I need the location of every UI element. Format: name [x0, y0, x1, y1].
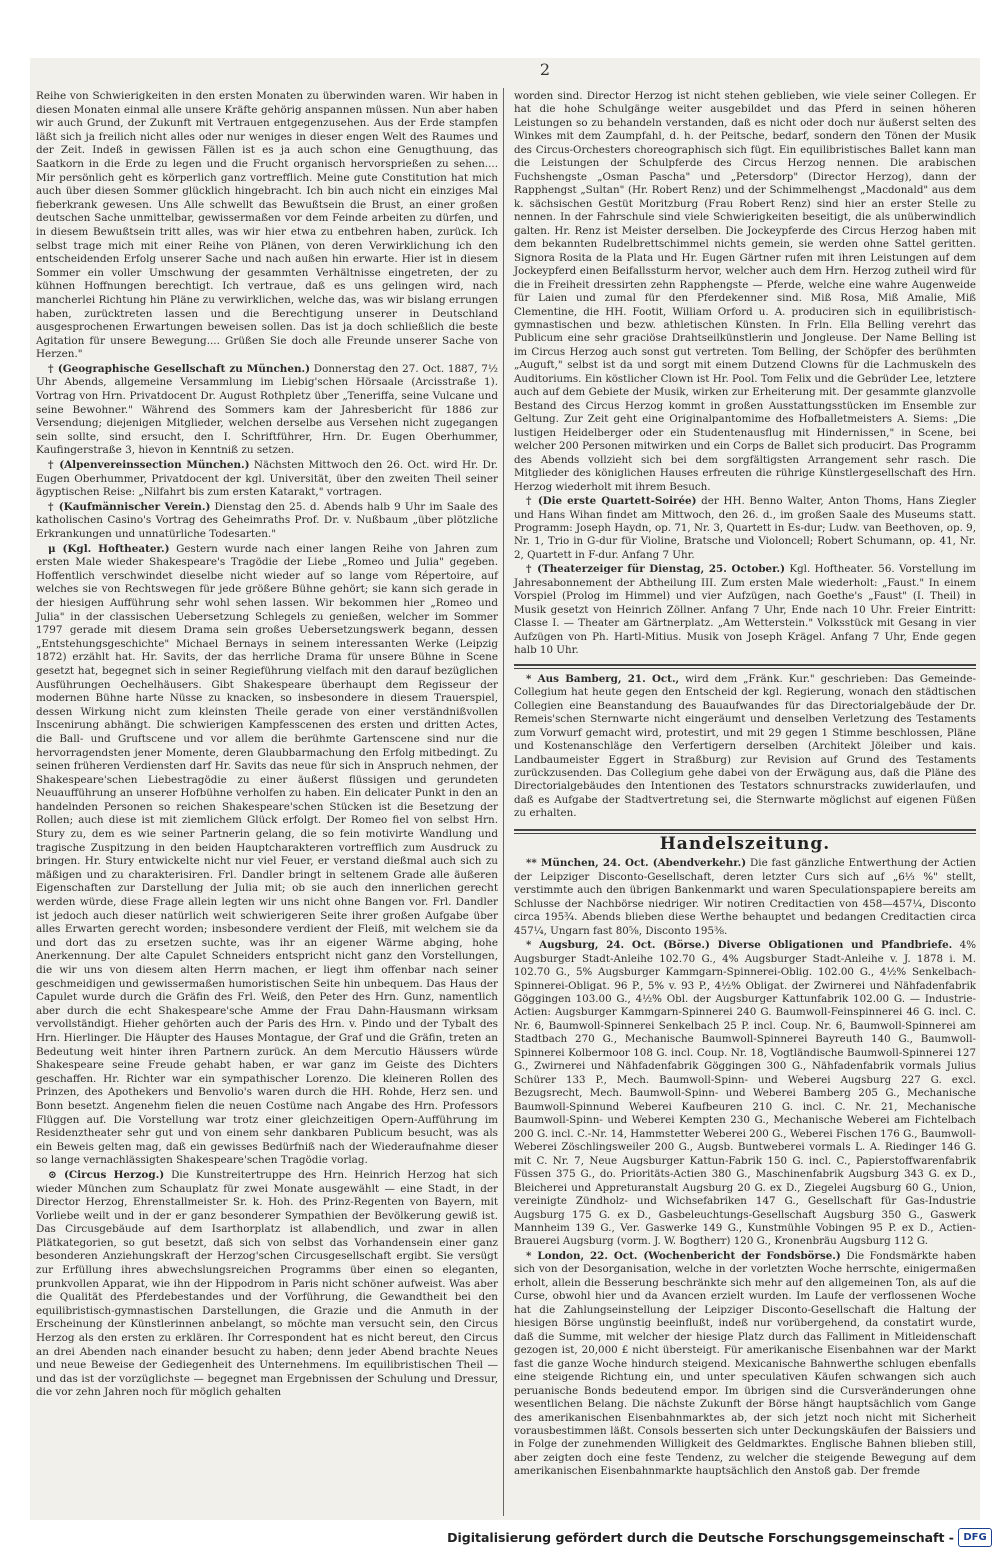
- article-paragraph: [514, 495, 976, 562]
- article-paragraph-lead: μ (Kgl. Hoftheater.): [48, 542, 170, 555]
- article-paragraph-lead: ⊙ (Circus Herzog.): [48, 1168, 165, 1181]
- article-paragraph-text: Donnerstag den 27. Oct. 1887, 7½ Uhr Abends, allgemeine Versammlung im Liebig'schen Hörsaale (Arcisstraße 1). Vortrag von Hrn. Privatdocent Dr. August Rothpletz über „Teneriffa, seine Vulcane und seine Bewohner." Während des Sommers kam der Jahresbericht für 1886 zur Versendung; diejenigen Mitglieder, welchen derselbe aus Versehen nicht zugegangen sein sollte, sind ersucht, den I. Schriftführer, Hrn. Dr. Eugen Oberhummer, Kaufingerstraße 3, hievon in Kenntniß zu setzen.: [36, 362, 498, 457]
- article-paragraph: [36, 1169, 498, 1400]
- article-paragraph: [36, 543, 498, 1168]
- right-column: [514, 90, 976, 1480]
- article-paragraph: [36, 459, 498, 500]
- article-paragraph-text: Gestern wurde nach einer langen Reihe von Jahren zum ersten Male wieder Shakespeare's Tragödie der Liebe „Romeo und Julia" gegeben. Hoffentlich verschwindet dieselbe nicht wieder auf so lange vom Répertoire, auf welches sie von Rechtswegen für jede größere Bühne gehört; sie kann sich gerade in der hiesigen Aufführung sehr wohl sehen lassen. Wir bekommen hier „Romeo und Julia" in der classischen Uebersetzung Schlegels zu genießen, welcher im Sommer 1797 gerade mit diesem Drama sein großes Uebersetzungswerk begann, dessen „Entstehungsgeschichte" Michael Bernays in seinem interessanten Werke (Leipzig 1872) erzählt hat. Hr. Savits, der das herrliche Drama für unsere Bühne in Scene gesetzt hat, begegnet sich in seiner Regieführung vielfach mit den darauf bezüglichen Ausführungen Oechelhäusers. Gibt Shakespeare überhaupt dem Regisseur der modernen Bühne harte Nüsse zu knacken, so insbesondere in diesem Trauerspiel, dessen Wirkung nicht zum kleinsten Theile gerade von einer verständnißvollen Inscenirung abhängt. Die schwierigen Kampfesscenen des ersten und dritten Actes, die Ball- und Gruftscene und vor allem die berühmte Gartenscene sind nur die hervorragendsten jener Momente, deren Glaubbarmachung den Erfolg mitbedingt. Zu seinen früheren Verdiensten darf Hr. Savits das neue für sich in Anspruch nehmen, der Shakespeare'schen Liebestragödie zu einer äußerst flüssigen und gerundeten Neuaufführung an unserer Hofbühne verholfen zu haben. Ein delicater Punkt in den an handelnden Personen so reichen Shakespeare'schen Stücken ist die Besetzung der Rollen; auch diese ist mit ziemlichem Glück erfolgt. Der Romeo fiel von selbst Hrn. Stury zu, dem es wie seiner Partnerin gelang, die so fein motivirte Wandlung und tragische Zuspitzung in den beiden Hauptcharakteren vortrefflich zum Ausdruck zu bringen. Hr. Stury entwickelte nicht nur viel Feuer, er verstand dießmal auch sich zu mäßigen und zu charakterisiren. Frl. Dandler bringt in seltenem Grade alle äußeren Eigenschaften zur Darstellung der Julia mit; ob sie auch den innerlichen gerecht werden würde, diese Frage allein legten wir uns nicht ohne Bangen vor. Frl. Dandler ist jedoch auch dieser natürlich weit schwierigeren Seite ihrer großen Aufgabe über alles Erwarten gerecht worden; insbesondere verdient der Fleiß, mit welchem sie da und dort das zu ersetzen suchte, was ihr an eigener Wärme abging, hohe Anerkennung. Der alte Capulet Schneiders entspricht nicht ganz den Vorstellungen, die wir uns von diesem alten Herrn machen, er liegt ihm offenbar nach seiner geschmeidigen und gewissermaßen humoristischen Seite hin unbequem. Das Haus der Capulet wurde durch die Gräfin des Frl. Weiß, den Peter des Hrn. Gunz, namentlich aber durch die echt Shakespeare'sche Amme der Frau Dahn-Hausmann wirksam vervollständigt. Hieher gehörten auch der Paris des Hrn. v. Pindo und der Tybalt des Hrn. Hierlinger. Die Häupter des Hauses Montague, der Graf und die Gräfin, treten an Bedeutung weit hinter ihren Partnern zurück. An dem Mercutio Häussers würde Shakespeare seine Freude gehabt haben, er war ganz im Geiste des Dichters geschaffen. Hr. Richter war ein sympathischer Lorenzo. Die kleineren Rollen des Prinzen, des Apothekers und Benvolio's waren durch die HH. Rohde, Herz sen. und Bonn besetzt. Angenehm fielen die neuen Costüme nach Angabe des Hrn. Professors Flüggen auf. Die Vorstellung war trotz einer gleichzeitigen Opern-Aufführung im Residenztheater sehr gut und von einem sehr dankbaren Publicum besucht, was als ein Beweis gelten mag, daß ein gewisses Bedürfniß nach der Wiederaufnahme dieser so lange vernachlässigten Shakespeare'schen Tragödie vorlag.: [36, 542, 498, 1167]
- article-paragraph-text: Kgl. Hoftheater. 56. Vorstellung im Jahresabonnement der Abtheilung III. Zum ersten Male wiederholt: „Faust." In einem Vorspiel (Prolog im Himmel) und vier Aufzügen, nach Goethe's „Faust" (I. Theil) in Musik gesetzt von Heinrich Zöllner. Anfang 7 Uhr, Ende nach 10 Uhr. Freier Eintritt: Classe I. — Theater am Gärtnerplatz. „Am Wetterstein." Volksstück mit Gesang in vier Aufzügen von Ph. Hartl-Mitius. Musik von Joseph Krägel. Anfang 7 Uhr, Ende gegen halb 10 Uhr.: [514, 563, 976, 657]
- article-paragraph-lead: † (Theaterzeiger für Dienstag, 25. October.): [526, 563, 786, 576]
- dfg-logo: DFG: [958, 1528, 992, 1547]
- article-separator: [514, 664, 976, 669]
- article-paragraph-lead: † (Alpenvereinssection München.): [48, 459, 250, 472]
- market-report: [514, 857, 976, 938]
- article-paragraph: [36, 90, 498, 362]
- right-column-articles: [514, 90, 976, 658]
- bamberg-lead: * Aus Bamberg, 21. Oct.,: [526, 672, 680, 685]
- bamberg-article: [514, 673, 976, 821]
- market-report-text: Die Fondsmärkte haben sich von der Desorganisation, welche in der vorletzten Woche herrschte, einigermaßen erholt, allein die Besserung beschränkte sich mehr auf den allgemeinen Ton, als auf die Curse, obwohl hier und da Avancen erzielt wurden. Im Laufe der verflossenen Woche hat die Zahlungseinstellung der Leipziger Disconto-Gesellschaft die Haltung der hiesigen Börse ungünstig beeinflußt, indeß nur vorübergehend, da constatirt wurde, daß die Summe, mit welcher der hiesige Platz durch das Falliment in Mitleidenschaft gezogen ist, 20,000 £ nicht übersteigt. Für amerikanische Eisenbahnen war der Markt fast die ganze Woche hindurch steigend. Mexicanische Bahnwerthe schlugen ebenfalls eine steigende Richtung ein, und unter speculativen Käufen schwangen sich auch peruanische Bonds bedeutend empor. Im übrigen sind die Cursveränderungen ohne wesentlichen Belang. Die nächste Zukunft der Börse hängt hauptsächlich vom Gange des amerikanischen Eisenbahnmarktes ab, der sich jetzt noch nicht mit Sicherheit vorausbestimmen läßt. Consols besserten sich unter Deckungskäufen der Baissiers und in Folge der zunehmenden Willigkeit des Geldmarktes. Englische Bahnen blieben still, aber zeigten doch eine feste Tendenz, zu welcher die steigende Bewegung auf dem amerikanischen Eisenbahnmarkte hauptsächlich den Anstoß gab. Der fremde: [514, 1249, 976, 1478]
- market-report-text: 4% Augsburger Stadt-Anleihe 102.70 G., 4% Augsburger Stadt-Anleihe v. J. 1878 i. M. 102.70 G., 5% Augsburger Kammgarn-Spinnerei-Oblig. 102.00 G., 4½% Senkelbach-Spinnerei-Obligat. 96 P., 5% v. 93 P., 4½% Obligat. der Zwirnerei und Nähfadenfabrik Göggingen 103.00 G., 4½% Obl. der Augsburger Kattunfabrik 102.00 G. — Industrie-Actien: Augsburger Kammgarn-Spinnerei 240 G. Baumwoll-Feinspinnerei 46 G. incl. C. Nr. 6, Baumwoll-Spinnerei Senkelbach 25 P. incl. Coup. Nr. 6, Baumwoll-Spinnerei am Stadtbach 270 G., Mechanische Baumwoll-Spinnerei Bayreuth 140 G., Baumwoll-Spinnerei Kolbermoor 108 G. incl. Coup. Nr. 18, Vogtländische Baumwoll-Spinnerei 127 G., Zwirnerei und Nähfadenfabrik Göggingen 300 G., Nähfadenfabrik vormals Julius Schürer 133 P., Mech. Baumwoll-Spinn- und Weberei Augsburg 227 G. excl. Bezugsrecht, Mech. Baumwoll-Spinn- und Weberei Bamberg 205 G., Mechanische Baumwoll-Spinnund Weberei Kaufbeuren 210 G. incl. C. Nr. 21, Mechanische Baumwoll-Spinn- und Weberei Kempten 230 G., Mechanische Weberei am Fichtelbach 200 G. incl. C.-Nr. 14, Hammstetter Weberei 200 G., Weberei Fischen 176 G., Baumwoll-Weberei Zöschlingsweiler 200 G., Augsb. Buntweberei vormals L. A. Riedinger 146 G. mit C. Nr. 7, Neue Augsburger Kattun-Fabrik 150 G. incl. C., Papierstoffwarenfabrik Füssen 375 G., do. Prioritäts-Actien 380 G., Maschinenfabrik Augsburg 343 G. ex D., Bleicherei und Appreturanstalt Augsburg 20 G. ex D., Ziegelei Augsburg 60 G., Union, vereinigte Zündholz- und Wichsefabriken 147 G., Gesellschaft für Gas-Industrie Augsburg 175 G. ex D., Gasbeleuchtungs-Gesellschaft Augsburg 350 G., Gaswerk Mannheim 139 G., Ver. Gaswerke 149 G., Kunstmühle Vobingen 95 P. ex D., Actien-Brauerei Augsburg (vorm. J. W. Bogtherr) 120 G., Kronenbräu Augsburg 112 G.: [514, 939, 977, 1248]
- footer-text: Digitalisierung gefördert durch die Deutsche Forschungsgemeinschaft -: [447, 1530, 954, 1545]
- market-report-lead: ** München, 24. Oct. (Abendverkehr.): [526, 857, 747, 870]
- market-report: [514, 939, 976, 1249]
- market-report-text: Die fast gänzliche Entwerthung der Actien der Leipziger Disconto-Gesellschaft, deren letzter Curs sich auf „6⅓ %" stellt, verstimmte auch den übrigen Bankenmarkt und waren Speculationspapiere bereits am Schlusse der Nachbörse niedriger. Wir notiren Creditactien von 458—457¼, Disconto circa 195¾. Abends blieben diese Werthe behauptet und bedangen Creditactien circa 457¼, Ungarn fast 80⅝, Disconto 195⅜.: [514, 857, 976, 937]
- handel-articles: [514, 857, 976, 1479]
- footer-bar: [0, 1524, 1000, 1550]
- article-paragraph-text: Dienstag den 25. d. Abends halb 9 Uhr im Saale des katholischen Casino's Vortrag des Geheimraths Prof. Dr. v. Nußbaum „über plötzliche Erkrankungen und unnatürliche Todesarten.": [36, 500, 498, 540]
- article-paragraph-text: Nächsten Mittwoch den 26. Oct. wird Hr. Dr. Eugen Oberhummer, Privatdocent der kgl. Universität, über den zweiten Theil seiner ägyptischen Reise: „Nilfahrt bis zum ersten Katarakt," vortragen.: [36, 459, 498, 499]
- article-paragraph-text: Reihe von Schwierigkeiten in den ersten Monaten zu überwinden waren. Wir haben in diesen Monaten einmal alle unsere Kräfte gehörig anspannen müssen. Nun aber haben wir auch Grund, der Zukunft mit Vertrauen entgegenzusehen. Aus der Erde stampfen läßt sich ja freilich nicht alles oder nur weniges in dieser engen Welt des Raumes und der Zeit. Indeß in gewissen Fällen ist es ja auch schon eine Genugthuung, das Saatkorn in die Erde zu legen und die Frucht organisch hervorsprießen zu sehen.... Mir persönlich geht es körperlich ganz vortrefflich. Meine gute Constitution hat mich auch über diesen Sommer glücklich hingebracht. Ich bin auch nicht ein einziges Mal fieberkrank gewesen. Uns Alle schwellt das Bewußtsein die Brust, an einer großen deutschen Sache unmittelbar, gewissermaßen vor dem Feinde arbeiten zu dürfen, und in diesem Bewußtsein tritt alles, was wir hier etwa zu entbehren haben, zurück. Ich selbst trage mich mit einer Reihe von Plänen, von deren Verwirklichung ich den entscheidenden Erfolg unserer Sache und nach außen hin erwarte. Hier ist in diesem Sommer ein voller Umschwung der gesammten Verhältnisse eingetreten, der zu kühnen Hoffnungen berechtigt. Ich vertraue, daß es uns gelingen wird, nach mancherlei Richtung hin Pläne zu verwirklichen, welche das, was wir bislang errungen haben, zurücktreten lassen und die Berechtigung unserer in Deutschland ausgesprochenen Erwartungen beweisen sollen. Das ist ja doch schließlich die beste Agitation für unsere Bewegung.... Grüßen Sie doch alle Freunde unserer Sache von Herzen.": [36, 90, 498, 361]
- article-paragraph-lead: † (Geographische Gesellschaft zu München.): [48, 362, 311, 375]
- market-report: [514, 1250, 976, 1479]
- section-title: Handelszeitung.: [659, 833, 831, 854]
- bamberg-text: wird dem „Fränk. Kur." geschrieben: Das Gemeinde-Collegium hat heute gegen den Entscheid der kgl. Regierung, wonach den städtischen Collegien eine Beanstandung des Bauaufwandes für das Directorialgebäude der Dr. Remeis'schen Sternwarte nicht eingeräumt und denselben Verletzung des Testaments zum Vorwurf gemacht wird, protestirt, und mit 29 gegen 1 Stimme beschlossen, Pläne und Kostenanschläge den Verfertigern derselben (Architekt Jöleiber und kais. Landbaumeister Eggert in Straßburg) zur Revision auf Grund des Testaments zurückzusenden. Das Collegium gehe dabei von der Erwägung aus, daß die Pläne des Directorialgebäudes den Intentionen des Testators schnurstracks zuwiderlaufen, und daß es Aufgabe der Stadtvertretung sei, die Sternwarte möglichst auf eigenen Füßen zu erhalten.: [514, 672, 976, 820]
- market-report-lead: * Augsburg, 24. Oct. (Börse.) Diverse Obligationen und Pfandbriefe.: [526, 939, 953, 952]
- article-paragraph: [36, 501, 498, 542]
- column-rule: [503, 88, 504, 1516]
- article-paragraph-text: der HH. Benno Walter, Anton Thoms, Hans Ziegler und Hans Wihan findet am Mittwoch, den 26. d., im großen Saale des Museums statt. Programm: Joseph Haydn, op. 71, Nr. 3, Quartett in Es-dur; Ludw. van Beethoven, op. 9, Nr. 1, Trio in G-dur für Violine, Bratsche und Violoncell; Robert Schumann, op. 41, Nr. 2, Quartett in F-dur. Anfang 7 Uhr.: [514, 495, 976, 561]
- article-paragraph-lead: † (Die erste Quartett-Soirée): [526, 495, 697, 508]
- article-paragraph: [514, 563, 976, 657]
- article-paragraph: [36, 363, 498, 458]
- page-number: 2: [539, 60, 551, 79]
- article-paragraph: [514, 90, 976, 494]
- article-paragraph-text: worden sind. Director Herzog ist nicht stehen geblieben, wie viele seiner Collegen. Er hat die hohe Schulgänge weiter ausgebildet und das Pferd in seinen höheren Leistungen so zu behandeln verstanden, daß es nicht oder doch nur äußerst selten des Winkes mit dem Zaumpfahl, d. h. der Peitsche, bedarf, sondern den Tönen der Musik des Circus-Orchesters choreographisch sich fügt. Ein equilibristisches Ballet kann man die Leistungen der Schulpferde des Circus Herzog nennen. Die arabischen Fuchshengste „Osman Pascha" und „Petersdorp" (Director Herzog), dann der Rapphengst „Sultan" (Hr. Robert Renz) und der Schimmelhengst „Macdonald" aus dem k. sächsischen Gestüt Moritzburg (Frau Robert Renz) sind hier an erster Stelle zu nennen. In der Fahrschule sind viele Schwierigkeiten beseitigt, die als unüberwindlich galten. Hr. Renz ist Meister derselben. Die Jockeypferde des Circus Herzog haben mit dem bekannten Rudelbrettschimmel nichts gemein, sie werden ohne Sattel geritten. Signora Rosita de la Plata und Hr. Eugen Gärtner rufen mit ihren Leistungen auf dem Jockeypferd einen Beifallssturm hervor, welcher auch dem Hrn. Herzog zutheil wird für die in Freiheit dressirten zehn Rapphengste — Pferde, welche eine wahre Augenweide für Laien und zumal für den Pferdekenner sind. Miß Rosa, Miß Amalie, Miß Clementine, die HH. Footit, William Orford u. A. produciren sich in equilibristisch-gymnastischen und bezw. athletischen Künsten. In Frln. Ella Belling verehrt das Publicum eine sehr graciöse Drahtseilkünstlerin und Jongleuse. Der Name Belling ist im Circus Herzog auch sonst gut vertreten. Tom Belling, der Schöpfer des berühmten „Auguft," selbst ist da und sorgt mit einem Dutzend Clowns für die Lachmuskeln des Auditoriums. Ein köstlicher Clown ist Hr. Pool. Tom Felix und die Gebrüder Lee, letztere auch auf dem Gebiete der Musik, wirken zur Erheiterung mit. Der gesammte glanzvolle Bestand des Circus Herzog kommt in großen Ausstattungsstücken im Ensemble zur Geltung. Zur Zeit geht eine Originalpantomime des Hofballetmeisters A. Siems: „Die lustigen Heidelberger oder ein Studentenausflug mit Hindernissen," in Scene, bei welcher 200 Personen mitwirken und ein Corps de Ballet sich producirt. Das Programm des Abends vollzieht sich bei dem sorgfältigsten Arrangement sehr rasch. Die Mitglieder des königlichen Hauses erfreuten die rührige Künstlergesellschaft des Hrn. Herzog wiederholt mit ihrem Besuch.: [514, 90, 976, 493]
- newspaper-page: [30, 58, 980, 1520]
- market-report-lead: * London, 22. Oct. (Wochenbericht der Fondsbörse.): [526, 1249, 841, 1262]
- left-column: [36, 90, 498, 1401]
- article-paragraph-text: Die Kunstreitertruppe des Hrn. Heinrich Herzog hat sich wieder München zum Schauplatz für zwei Monate ausgewählt — eine Stadt, in der Director Herzog, Ehrenstallmeister Sr. k. Hoh. des Prinz-Regenten von Bayern, mit Vorliebe weilt und in der er ganz besonderer Sympathien der Bevölkerung gewiß ist. Das Circusgebäude auf dem Isarthorplatz ist allabendlich, und zwar in allen Plätkategorien, so gut besetzt, daß sich von selbst das Vorhandensein einer ganz besonderen Anziehungskraft der Herzog'schen Circusgesellschaft ergibt. Sie versügt zur Erfüllung ihres abwechslungsreichen Programms über einen so eleganten, prunkvollen Apparat, wie ihn der Hippodrom in Paris nicht schöner aufweist. Was aber die Qualität des Pferdebestandes und der Vorführung, die Gewandtheit bei den equilibristisch-gymnastischen Darstellungen, die Grazie und die Anmuth in der Erscheinung der Künstlerinnen anbelangt, so möchte man versucht sein, den Circus Herzog als den ersten zu erklären. Ihr Correspondent hat es nicht bereut, den Circus an drei Abenden nach einander besucht zu haben; denn jeder Abend brachte Neues und neue Beweise der Gediegenheit des Unternehmens. Im equilibristischen Theil — und das ist der vorzüglichste — begegnet man Ergebnissen der Schulung und Dressur, die vor zehn Jahren noch für möglich gehalten: [36, 1168, 498, 1399]
- article-paragraph-lead: † (Kaufmännischer Verein.): [48, 500, 211, 513]
